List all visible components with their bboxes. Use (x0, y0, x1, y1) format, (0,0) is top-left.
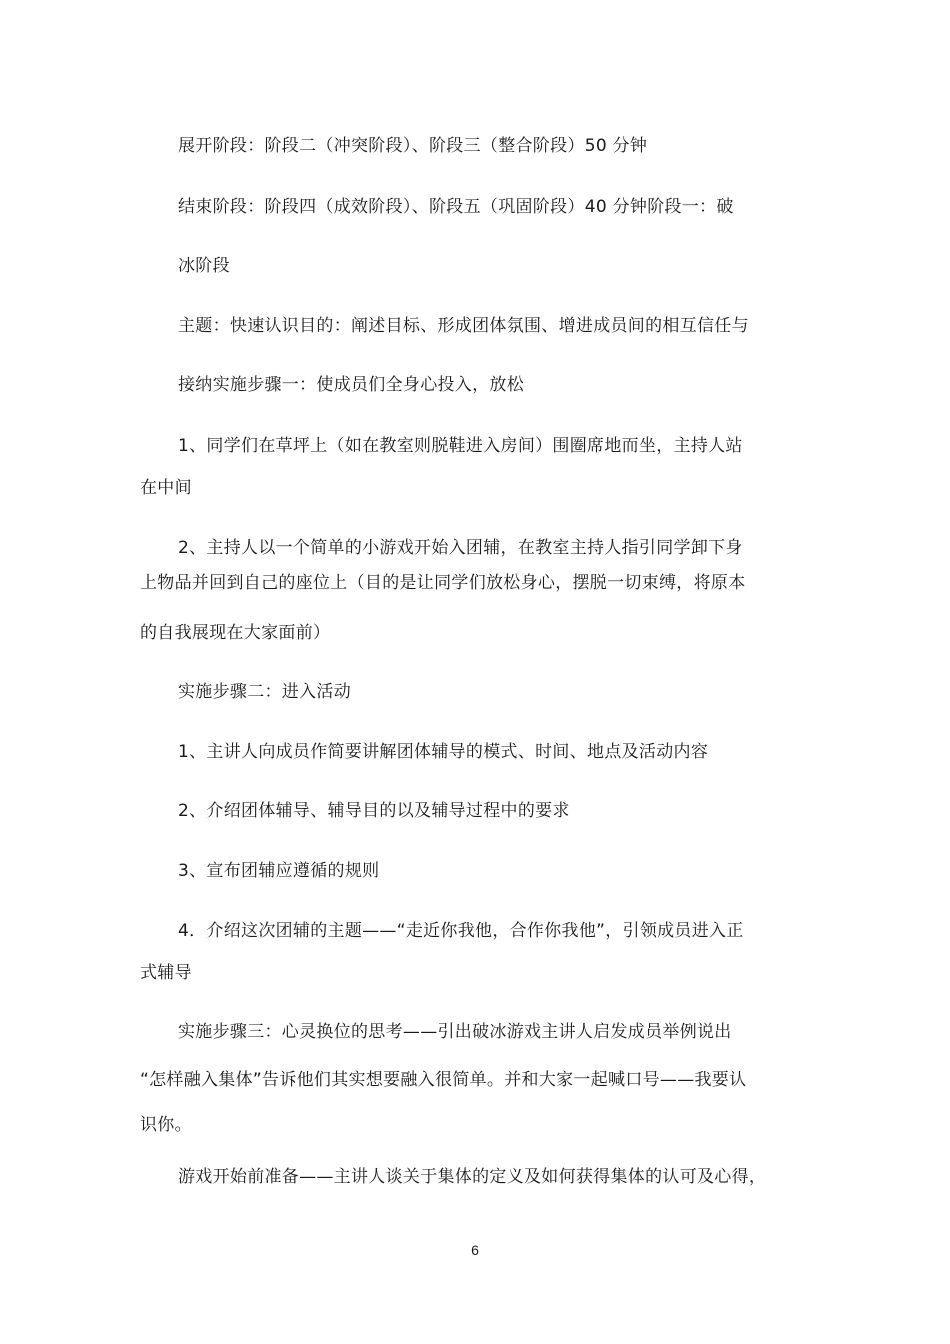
text-line: 主题：快速认识目的：阐述目标、形成团体氛围、增进成员间的相互信任与 (178, 316, 749, 336)
text-line: 4．介绍这次团辅的主题——“走近你我他，合作你我他”，引领成员进入正 (178, 921, 744, 941)
text-line: 展开阶段：阶段二（冲突阶段）、阶段三（整合阶段）50 分钟 (178, 136, 648, 156)
text-line: 实施步骤三：心灵换位的思考——引出破冰游戏主讲人启发成员举例说出 (178, 1022, 732, 1042)
text-line: 游戏开始前准备——主讲人谈关于集体的定义及如何获得集体的认可及心得， (178, 1167, 767, 1187)
page-number: 6 (471, 1242, 479, 1258)
text-line: 在中间 (140, 478, 192, 498)
text-line: 1、主讲人向成员作简要讲解团体辅导的模式、时间、地点及活动内容 (178, 742, 709, 762)
text-line: 2、主持人以一个简单的小游戏开始入团辅，在教室主持人指引同学卸下身 (178, 538, 743, 558)
text-line: 结束阶段：阶段四（成效阶段）、阶段五（巩固阶段）40 分钟阶段一：破 (178, 197, 734, 217)
text-line: 实施步骤二：进入活动 (178, 682, 351, 702)
text-line: “怎样融入集体”告诉他们其实想要融入很简单。并和大家一起喊口号——我要认 (140, 1070, 747, 1090)
text-line: 识你。 (140, 1115, 192, 1135)
text-line: 式辅导 (140, 963, 192, 983)
text-line: 的自我展现在大家面前） (140, 623, 331, 643)
text-line: 接纳实施步骤一：使成员们全身心投入，放松 (178, 375, 524, 395)
text-line: 3、宣布团辅应遵循的规则 (178, 861, 380, 881)
text-line: 2、介绍团体辅导、辅导目的以及辅导过程中的要求 (178, 801, 570, 821)
text-line: 1、同学们在草坪上（如在教室则脱鞋进入房间）围圈席地而坐，主持人站 (178, 436, 743, 456)
text-line: 冰阶段 (178, 256, 230, 276)
text-line: 上物品并回到自己的座位上（目的是让同学们放松身心，摆脱一切束缚，将原本 (140, 573, 746, 593)
